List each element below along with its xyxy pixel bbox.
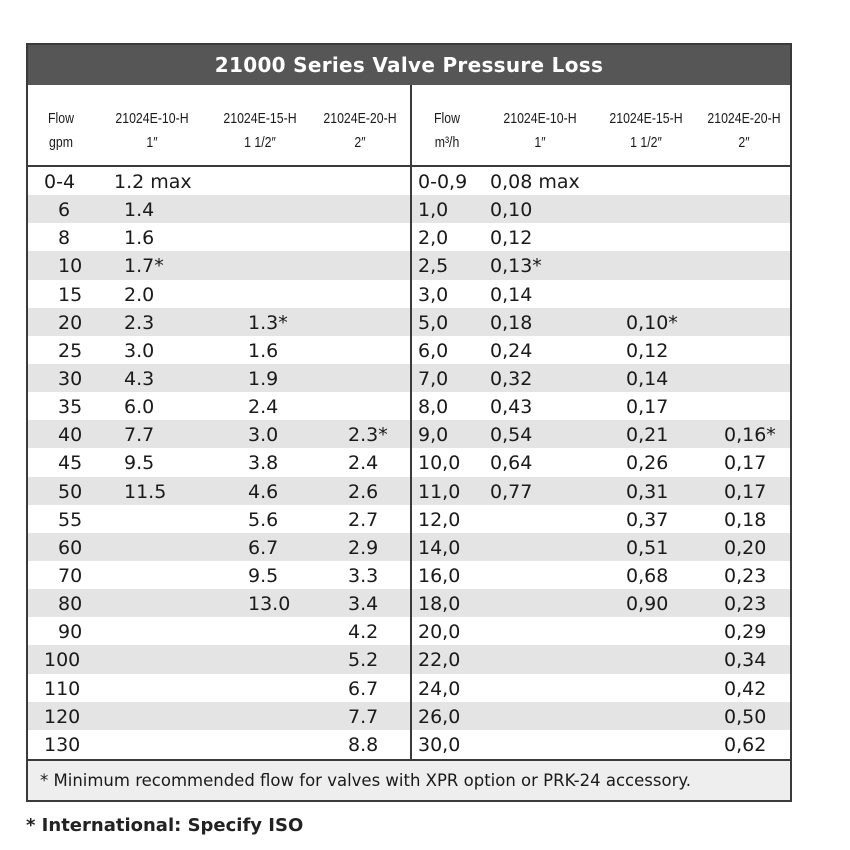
cell-left-20h: 5.2 — [348, 649, 379, 672]
cell-right-15h: 0,12 — [626, 339, 669, 362]
cell-flow-gpm: 8 — [58, 227, 71, 250]
header-right-10h-size: 1″ — [534, 134, 546, 151]
cell-left-10h: 6.0 — [124, 396, 155, 419]
cell-flow-m3h: 11,0 — [418, 480, 461, 503]
header-left-15h-model: 21024E-15-H — [223, 110, 297, 127]
column-divider — [410, 85, 412, 759]
cell-right-20h: 0,29 — [724, 621, 767, 644]
cell-left-20h: 6.7 — [348, 677, 379, 700]
header-left-10h-size: 1″ — [146, 134, 158, 151]
cell-flow-gpm: 6 — [58, 199, 71, 222]
cell-flow-m3h: 30,0 — [418, 733, 461, 756]
cell-flow-gpm: 130 — [44, 733, 81, 756]
table-row — [28, 223, 790, 251]
table-row — [28, 167, 790, 195]
cell-flow-gpm: 10 — [58, 255, 83, 278]
cell-right-10h: 0,54 — [490, 424, 533, 447]
cell-flow-gpm: 15 — [58, 283, 83, 306]
cell-flow-m3h: 22,0 — [418, 649, 461, 672]
table-row — [28, 448, 790, 476]
cell-right-15h: 0,68 — [626, 564, 669, 587]
table-title: 21000 Series Valve Pressure Loss — [28, 45, 790, 85]
cell-left-15h: 1.3* — [248, 311, 288, 334]
cell-left-15h: 9.5 — [248, 564, 279, 587]
cell-right-10h: 0,77 — [490, 480, 533, 503]
cell-right-15h: 0,51 — [626, 536, 669, 559]
cell-right-10h: 0,43 — [490, 396, 533, 419]
cell-left-10h: 1.2 max — [114, 171, 192, 193]
cell-left-15h: 3.0 — [248, 424, 279, 447]
cell-flow-gpm: 40 — [58, 424, 83, 447]
cell-right-20h: 0,18 — [724, 508, 767, 531]
cell-flow-gpm: 45 — [58, 452, 83, 475]
cell-left-15h: 1.9 — [248, 367, 279, 390]
cell-flow-m3h: 18,0 — [418, 593, 461, 616]
cell-left-10h: 9.5 — [124, 452, 155, 475]
cell-flow-gpm: 55 — [58, 508, 83, 531]
cell-right-15h: 0,90 — [626, 593, 669, 616]
cell-flow-m3h: 2,0 — [418, 227, 449, 250]
cell-left-20h: 2.6 — [348, 480, 379, 503]
table-row — [28, 730, 790, 758]
row-shade-left — [28, 308, 410, 336]
cell-flow-m3h: 0-0,9 — [418, 171, 468, 193]
cell-left-20h: 8.8 — [348, 733, 379, 756]
table-row — [28, 280, 790, 308]
cell-flow-m3h: 2,5 — [418, 255, 449, 278]
cell-right-20h: 0,20 — [724, 536, 767, 559]
cell-left-10h: 1.6 — [124, 227, 155, 250]
header-flow-m3h — [423, 107, 471, 155]
header-right-20h-model: 21024E-20-H — [707, 110, 781, 127]
table-row — [28, 477, 790, 505]
cell-right-15h: 0,37 — [626, 508, 669, 531]
header-left-20h-model: 21024E-20-H — [323, 110, 397, 127]
cell-right-15h: 0,10* — [626, 311, 678, 334]
cell-flow-m3h: 5,0 — [418, 311, 449, 334]
cell-left-20h: 3.3 — [348, 564, 379, 587]
cell-left-10h: 3.0 — [124, 339, 155, 362]
cell-right-15h: 0,31 — [626, 480, 669, 503]
cell-flow-gpm: 100 — [44, 649, 81, 672]
cell-flow-m3h: 6,0 — [418, 339, 449, 362]
header-left-10h — [109, 107, 194, 155]
cell-flow-m3h: 8,0 — [418, 396, 449, 419]
cell-flow-m3h: 20,0 — [418, 621, 461, 644]
cell-left-20h: 4.2 — [348, 621, 379, 644]
cell-flow-gpm: 0-4 — [44, 171, 76, 193]
header-right-10h-model: 21024E-10-H — [503, 110, 577, 127]
header-flow-gpm — [36, 107, 87, 155]
cell-flow-m3h: 14,0 — [418, 536, 461, 559]
cell-flow-gpm: 120 — [44, 705, 81, 728]
table-row — [28, 561, 790, 589]
cell-right-10h: 0,08 max — [490, 171, 580, 193]
cell-flow-m3h: 3,0 — [418, 283, 449, 306]
cell-right-20h: 0,34 — [724, 649, 767, 672]
cell-flow-gpm: 60 — [58, 536, 83, 559]
cell-flow-m3h: 26,0 — [418, 705, 461, 728]
cell-left-20h: 2.7 — [348, 508, 379, 531]
table-body — [28, 167, 790, 758]
cell-flow-m3h: 24,0 — [418, 677, 461, 700]
cell-flow-gpm: 25 — [58, 339, 83, 362]
header-left-15h-size: 1 1/2″ — [244, 134, 276, 151]
row-shade-left — [28, 195, 410, 223]
cell-left-20h: 3.4 — [348, 593, 379, 616]
cell-right-10h: 0,32 — [490, 367, 533, 390]
cell-flow-gpm: 30 — [58, 367, 83, 390]
header-left-15h — [217, 107, 302, 155]
header-right-15h-size: 1 1/2″ — [630, 134, 662, 151]
cell-left-10h: 2.3 — [124, 311, 155, 334]
cell-right-20h: 0,16* — [724, 424, 776, 447]
table-row — [28, 308, 790, 336]
cell-flow-m3h: 1,0 — [418, 199, 449, 222]
row-shade-left — [28, 364, 410, 392]
table-row — [28, 392, 790, 420]
header-flow-m3h-label: Flow — [434, 110, 460, 127]
cell-flow-m3h: 12,0 — [418, 508, 461, 531]
cell-left-15h: 3.8 — [248, 452, 279, 475]
cell-right-20h: 0,17 — [724, 452, 767, 475]
table-footnote: * Minimum recommended flow for valves with XPR option or PRK-24 accessory. — [28, 759, 790, 800]
header-left-20h — [317, 107, 402, 155]
cell-left-10h: 11.5 — [124, 480, 167, 503]
cell-left-15h: 4.6 — [248, 480, 279, 503]
cell-left-10h: 1.7* — [124, 255, 164, 278]
cell-right-15h: 0,21 — [626, 424, 669, 447]
cell-flow-m3h: 9,0 — [418, 424, 449, 447]
pressure-loss-table — [26, 43, 792, 802]
cell-right-20h: 0,17 — [724, 480, 767, 503]
table-row — [28, 336, 790, 364]
table-header-row — [28, 85, 790, 167]
cell-right-20h: 0,42 — [724, 677, 767, 700]
cell-right-10h: 0,12 — [490, 227, 533, 250]
cell-left-20h: 7.7 — [348, 705, 379, 728]
row-shade-right — [412, 251, 790, 279]
header-right-10h — [497, 107, 582, 155]
cell-right-10h: 0,24 — [490, 339, 533, 362]
header-right-15h — [603, 107, 688, 155]
cell-left-15h: 5.6 — [248, 508, 279, 531]
table-row — [28, 702, 790, 730]
international-note: * International: Specify ISO — [26, 815, 304, 836]
header-right-20h-size: 2″ — [738, 134, 750, 151]
header-left-20h-size: 2″ — [354, 134, 366, 151]
row-shade-right — [412, 195, 790, 223]
table-row — [28, 589, 790, 617]
table-row — [28, 251, 790, 279]
cell-right-15h: 0,14 — [626, 367, 669, 390]
cell-right-10h: 0,10 — [490, 199, 533, 222]
cell-right-15h: 0,26 — [626, 452, 669, 475]
cell-flow-m3h: 10,0 — [418, 452, 461, 475]
cell-right-20h: 0,23 — [724, 593, 767, 616]
table-row — [28, 505, 790, 533]
cell-right-20h: 0,62 — [724, 733, 767, 756]
cell-left-15h: 2.4 — [248, 396, 279, 419]
cell-flow-gpm: 70 — [58, 564, 83, 587]
cell-flow-gpm: 20 — [58, 311, 83, 334]
header-right-15h-model: 21024E-15-H — [609, 110, 683, 127]
row-shade-right — [412, 308, 790, 336]
cell-right-15h: 0,17 — [626, 396, 669, 419]
cell-left-10h: 7.7 — [124, 424, 155, 447]
cell-left-20h: 2.9 — [348, 536, 379, 559]
cell-left-10h: 1.4 — [124, 199, 155, 222]
header-left-10h-model: 21024E-10-H — [115, 110, 189, 127]
cell-flow-gpm: 80 — [58, 593, 83, 616]
cell-right-10h: 0,64 — [490, 452, 533, 475]
cell-flow-m3h: 16,0 — [418, 564, 461, 587]
header-flow-gpm-unit: gpm — [49, 134, 73, 151]
cell-left-10h: 4.3 — [124, 367, 155, 390]
table-row — [28, 645, 790, 673]
cell-left-10h: 2.0 — [124, 283, 155, 306]
cell-flow-gpm: 110 — [44, 677, 81, 700]
table-row — [28, 533, 790, 561]
cell-flow-gpm: 35 — [58, 396, 83, 419]
cell-right-10h: 0,13* — [490, 255, 542, 278]
row-shade-left — [28, 251, 410, 279]
header-flow-gpm-label: Flow — [48, 110, 74, 127]
table-row — [28, 420, 790, 448]
header-flow-m3h-unit: m³/h — [434, 134, 460, 151]
cell-right-10h: 0,14 — [490, 283, 533, 306]
cell-right-20h: 0,50 — [724, 705, 767, 728]
cell-flow-m3h: 7,0 — [418, 367, 449, 390]
cell-flow-gpm: 90 — [58, 621, 83, 644]
row-shade-right — [412, 364, 790, 392]
table-row — [28, 364, 790, 392]
cell-left-15h: 13.0 — [248, 593, 291, 616]
cell-left-15h: 1.6 — [248, 339, 279, 362]
cell-right-20h: 0,23 — [724, 564, 767, 587]
cell-left-20h: 2.4 — [348, 452, 379, 475]
cell-flow-gpm: 50 — [58, 480, 83, 503]
cell-left-20h: 2.3* — [348, 424, 388, 447]
header-right-20h — [701, 107, 786, 155]
cell-left-15h: 6.7 — [248, 536, 279, 559]
table-row — [28, 617, 790, 645]
table-row — [28, 195, 790, 223]
table-row — [28, 674, 790, 702]
cell-right-10h: 0,18 — [490, 311, 533, 334]
